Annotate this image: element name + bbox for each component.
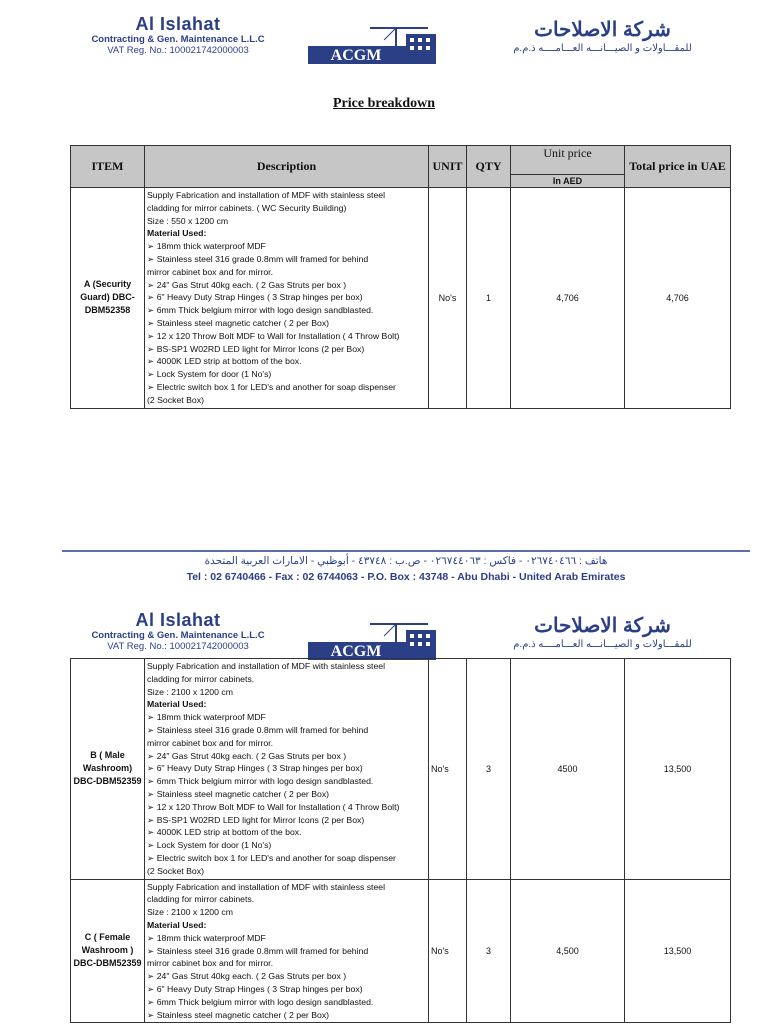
table-row xyxy=(71,188,731,409)
header-unit-price: Unit price xyxy=(511,146,625,175)
description-line: ➢ Stainless steel magnetic catcher ( 2 per Box) xyxy=(147,788,330,799)
description-cell xyxy=(145,659,429,880)
description-line: ➢ 4000K LED strip at bottom of the box. xyxy=(147,827,302,838)
company-name-ar: شركة الاصلاحات xyxy=(534,615,671,637)
description-line: cladding for mirror cabinets. xyxy=(147,894,255,905)
header-unit: UNIT xyxy=(429,146,467,188)
description-line: ➢ 12 x 120 Throw Bolt MDF to Wall for Installation ( 4 Throw Bolt) xyxy=(147,330,400,341)
description-line: ➢ 6" Heavy Duty Strap Hinges ( 3 Strap hinges per box) xyxy=(147,983,363,994)
description-line: ➢ Stainless steel 316 grade 0.8mm will framed for behind xyxy=(147,253,369,264)
description-line: (2 Socket Box) xyxy=(147,865,204,876)
total-price-cell: 4,706 xyxy=(625,188,731,409)
description-line: mirror cabinet box and for mirror. xyxy=(147,737,274,748)
description-line: Supply Fabrication and installation of MDF with stainless steel xyxy=(147,190,386,200)
description-line: (2 Socket Box) xyxy=(147,394,204,405)
description-line: ➢ Stainless steel 316 grade 0.8mm will framed for behind xyxy=(147,724,369,735)
company-logo xyxy=(308,622,440,662)
vat-number: VAT Reg. No.: 100021742000003 xyxy=(107,45,249,56)
price-table-page2 xyxy=(70,658,731,1023)
description-line: ➢ 18mm thick waterproof MDF xyxy=(147,932,266,943)
description-line: ➢ 6" Heavy Duty Strap Hinges ( 3 Strap hinges per box) xyxy=(147,292,363,303)
unit-cell: No's xyxy=(429,659,467,880)
logo-text: ACGM xyxy=(330,643,382,660)
description-line: Size : 2100 x 1200 cm xyxy=(147,686,233,697)
description-line: ➢ 24" Gas Strut 40kg each. ( 2 Gas Struts per box ) xyxy=(147,750,347,761)
logo-text: ACGM xyxy=(330,47,382,64)
company-name-en: Al Islahat xyxy=(135,14,221,34)
description-line: Material Used: xyxy=(147,919,207,930)
letterhead-english xyxy=(58,14,298,56)
description-line: mirror cabinet box and for mirror. xyxy=(147,958,274,969)
footer-contact-ar: هاتف : ٠٢٦٧٤٠٤٦٦ - فاكس : ٠٢٦٧٤٤٠٦٣ - ص.ب : ٤٣٧٤٨ - أبوظبي - الامارات العربية المتحدة xyxy=(204,555,608,567)
total-price-cell: 13,500 xyxy=(625,659,731,880)
price-table-page1 xyxy=(70,145,731,409)
qty-cell: 3 xyxy=(467,659,511,880)
description-cell xyxy=(145,188,429,409)
table-header-row xyxy=(71,146,731,175)
description-line: Material Used: xyxy=(147,228,207,239)
company-subtitle-en: Contracting & Gen. Maintenance L.L.C xyxy=(91,630,265,641)
description-line: ➢ Lock System for door (1 No's) xyxy=(147,840,272,851)
description-cell xyxy=(145,879,429,1023)
letterhead-arabic xyxy=(470,614,735,652)
letterhead-arabic xyxy=(470,18,735,56)
description-line: ➢ 6mm Thick belgium mirror with logo design sandblasted. xyxy=(147,305,374,316)
header-item: ITEM xyxy=(71,146,145,188)
company-name-en: Al Islahat xyxy=(135,610,221,630)
header-description: Description xyxy=(145,146,429,188)
table-row xyxy=(71,879,731,1023)
description-line: ➢ 4000K LED strip at bottom of the box. xyxy=(147,356,302,367)
footer-contact-en: Tel : 02 6740466 - Fax : 02 6744063 - P.O. Box : 43748 - Abu Dhabi - United Arab Emirates xyxy=(186,571,626,583)
description-line: ➢ Lock System for door (1 No's) xyxy=(147,369,272,380)
letterhead-english xyxy=(58,610,298,652)
item-cell: A (Security Guard) DBC-DBM52358 xyxy=(71,188,145,409)
description-line: ➢ Stainless steel magnetic catcher ( 2 per Box) xyxy=(147,1009,330,1020)
description-line: ➢ 18mm thick waterproof MDF xyxy=(147,241,266,252)
unit-cell: No's xyxy=(429,879,467,1023)
header-unit-price-currency: In AED xyxy=(511,175,625,188)
header-total: Total price in UAE xyxy=(625,146,731,188)
unit-cell: No's xyxy=(429,188,467,409)
company-subtitle-en: Contracting & Gen. Maintenance L.L.C xyxy=(91,34,265,45)
company-logo xyxy=(308,26,440,66)
company-name-ar: شركة الاصلاحات xyxy=(534,19,671,41)
description-line: ➢ 18mm thick waterproof MDF xyxy=(147,712,266,723)
description-line: ➢ 24" Gas Strut 40kg each. ( 2 Gas Struts per box ) xyxy=(147,971,347,982)
company-subtitle-ar: للمقـــاولات و الصيـــانـــه العـــامــــه ذ.م.م xyxy=(513,639,692,650)
description-line: Size : 550 x 1200 cm xyxy=(147,215,229,226)
footer-divider xyxy=(62,550,750,552)
description-line: ➢ 24" Gas Strut 40kg each. ( 2 Gas Struts per box ) xyxy=(147,279,347,290)
description-line: ➢ BS-SP1 W02RD LED light for Mirror Icons (2 per Box) xyxy=(147,814,365,825)
page-title: Price breakdown xyxy=(332,96,435,111)
unit-price-cell: 4500 xyxy=(511,659,625,880)
unit-price-cell: 4,706 xyxy=(511,188,625,409)
description-line: Material Used: xyxy=(147,699,207,710)
total-price-cell: 13,500 xyxy=(625,879,731,1023)
description-line: ➢ 6mm Thick belgium mirror with logo design sandblasted. xyxy=(147,996,374,1007)
description-line: mirror cabinet box and for mirror. xyxy=(147,266,274,277)
description-line: ➢ Stainless steel 316 grade 0.8mm will framed for behind xyxy=(147,945,369,956)
description-line: Supply Fabrication and installation of MDF with stainless steel xyxy=(147,881,386,892)
description-line: ➢ Electric switch box 1 for LED's and another for soap dispenser xyxy=(147,381,396,392)
description-line: ➢ 12 x 120 Throw Bolt MDF to Wall for Installation ( 4 Throw Bolt) xyxy=(147,801,400,812)
vat-number: VAT Reg. No.: 100021742000003 xyxy=(107,641,249,652)
letterhead-top xyxy=(0,14,768,76)
company-subtitle-ar: للمقـــاولات و الصيـــانـــه العـــامــــه ذ.م.م xyxy=(513,43,692,54)
table-row xyxy=(71,659,731,880)
item-cell: B ( Male Washroom) DBC-DBM52359 xyxy=(71,659,145,880)
unit-price-cell: 4,500 xyxy=(511,879,625,1023)
description-line: ➢ Electric switch box 1 for LED's and another for soap dispenser xyxy=(147,852,396,863)
item-cell: C ( Female Washroom ) DBC-DBM52359 xyxy=(71,879,145,1023)
header-qty: QTY xyxy=(467,146,511,188)
description-line: cladding for mirror cabinets. xyxy=(147,673,255,684)
description-line: ➢ Stainless steel magnetic catcher ( 2 per Box) xyxy=(147,317,330,328)
description-line: ➢ BS-SP1 W02RD LED light for Mirror Icons (2 per Box) xyxy=(147,343,365,354)
description-line: ➢ 6mm Thick belgium mirror with logo design sandblasted. xyxy=(147,776,374,787)
qty-cell: 3 xyxy=(467,879,511,1023)
description-line: Supply Fabrication and installation of MDF with stainless steel xyxy=(147,661,386,671)
description-line: cladding for mirror cabinets. ( WC Security Building) xyxy=(147,202,347,213)
description-line: ➢ 6" Heavy Duty Strap Hinges ( 3 Strap hinges per box) xyxy=(147,763,363,774)
qty-cell: 1 xyxy=(467,188,511,409)
description-line: Size : 2100 x 1200 cm xyxy=(147,907,233,918)
